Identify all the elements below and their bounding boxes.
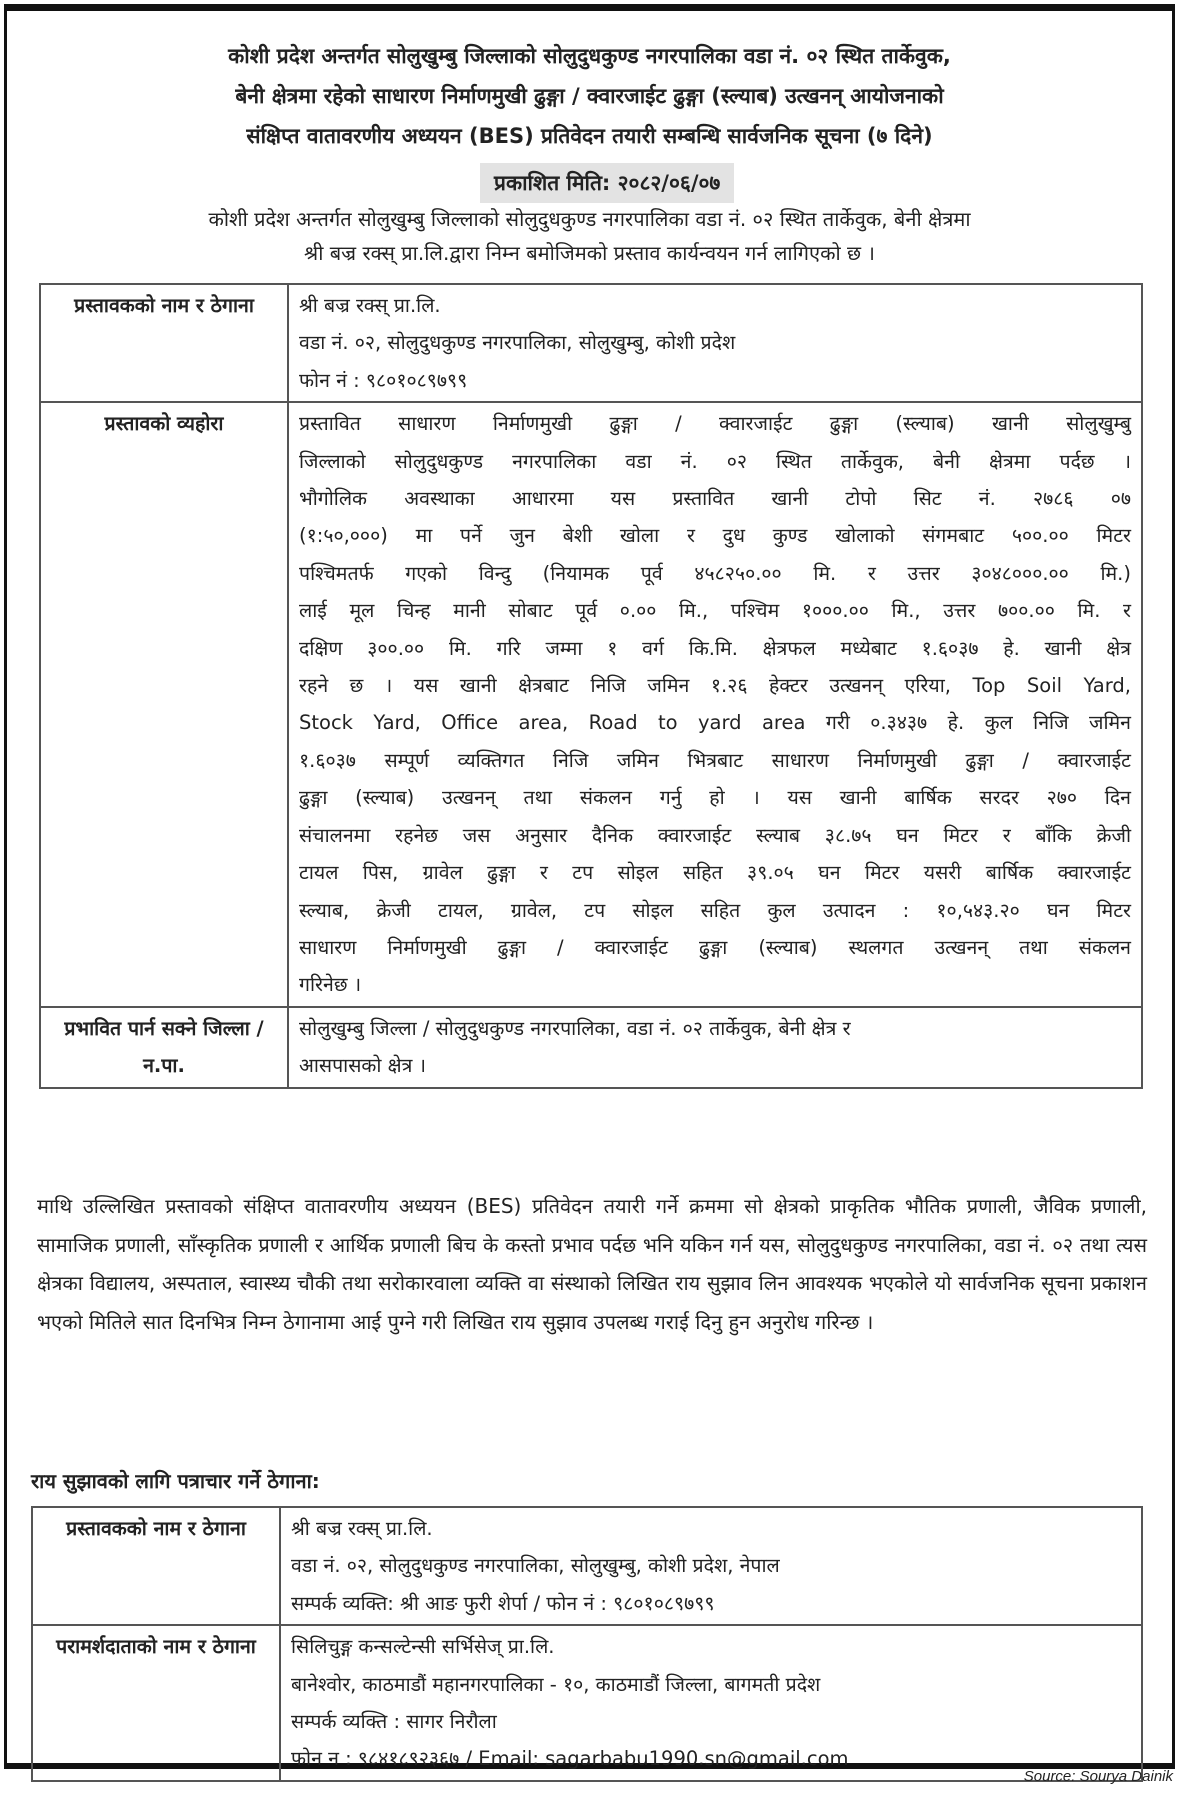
intro-line-1: कोशी प्रदेश अन्तर्गत सोलुखुम्बु जिल्लाको सोलुदुधकुण्ड नगरपालिका वडा नं. ०२ स्थित तार्केवुक, बेनी क्षेत्रमा xyxy=(208,207,971,231)
row-value-line: फोन न : ९८४१८९२३६७ / Email: sagarbabu1990.sn@gmail.com xyxy=(291,1747,849,1771)
notice-paragraph: माथि उल्लिखित प्रस्तावको संक्षिप्त वातावरणीय अध्ययन (BES) प्रतिवेदन तयारी गर्ने क्रममा सो क्षेत्रको प्राकृतिक भौतिक प्रणाली, जैविक प्रणाली, सामाजिक प्रणाली, साँस्कृतिक प्रणाली र आर्थिक प्रणाली बिच के कस्तो प्रभाव पर्दछ भनि यकिन गर्न यस, सोलुदुधकुण्ड नगरपालिका, वडा नं. ०२ तथा त्यस क्षेत्रका विद्यालय, अस्पताल, स्वास्थ्य चौकी तथा सरोकारवाला व्यक्ति वा संस्थाको लिखित राय सुझाव लिन आवश्यक भएकोले यो सार्वजनिक सूचना प्रकाशन भएको मितिले सात दिनभित्र निम्न ठेगानामा आई पुग्ने गरी लिखित राय सुझाव उपलब्ध गराई दिनु हुन अनुरोध गरिन्छ । xyxy=(37,1194,1147,1334)
row-value-line: संचालनमा रहनेछ जस अनुसार दैनिक क्वारजाईट स्ल्याब ३८.७५ घन मिटर र बाँकि क्रेजी xyxy=(299,823,1131,847)
row-value-line: साधारण निर्माणमुखी ढुङ्गा / क्वारजाईट ढुङ्गा (स्ल्याब) स्थलगत उत्खनन् तथा संकलन xyxy=(299,935,1131,959)
row-label xyxy=(40,402,288,1007)
table-row xyxy=(32,1625,1142,1781)
row-value-line: १.६०३७ सम्पूर्ण व्यक्तिगत निजि जमिन भित्रबाट साधारण निर्माणमुखी ढुङ्गा / क्वारजाईट xyxy=(299,748,1131,772)
row-value-line: बानेश्वोर, काठमाडौं महानगरपालिका - १०, काठमाडौं जिल्ला, बागमती प्रदेश xyxy=(291,1672,821,1696)
row-label xyxy=(40,284,288,402)
row-label-text: प्रस्तावकको नाम र ठेगाना xyxy=(66,1517,246,1540)
row-value-line: जिल्लाको सोलुदुधकुण्ड नगरपालिका वडा नं. ०२ स्थित तार्केवुक, बेनी क्षेत्रमा पर्दछ । xyxy=(299,449,1131,473)
row-value-line: श्री बज्र रक्स् प्रा.लि. xyxy=(291,1517,433,1540)
row-value-line: सम्पर्क व्यक्ति: श्री आङ फुरी शेर्पा / फोन नं : ९८०१०८९७९९ xyxy=(291,1591,715,1615)
notice-title-line-3: संक्षिप्त वातावरणीय अध्ययन (BES) प्रतिवेदन तयारी सम्बन्धि सार्वजनिक सूचना (७ दिने) xyxy=(246,124,933,148)
row-label xyxy=(32,1507,280,1625)
table-row xyxy=(40,1007,1142,1088)
row-value-line: Stock Yard, Office area, Road to yard area गरी ०.३४३७ हे. कुल निजि जमिन xyxy=(299,711,1131,735)
row-value-line: फोन नं : ९८०१०८९७९९ xyxy=(299,368,468,392)
row-value-line: टायल पिस, ग्रावेल ढुङ्गा र टप सोइल सहित ३९.०५ घन मिटर यसरी बार्षिक क्वारजाईट xyxy=(299,861,1131,885)
row-value-line: स्ल्याब, क्रेजी टायल, ग्रावेल, टप सोइल सहित कुल उत्पादन : १०,५४३.२० घन मिटर xyxy=(299,898,1131,922)
row-value-line: लाई मूल चिन्ह मानी सोबाट पूर्व ०.०० मि., पश्चिम १०००.०० मि., उत्तर ७००.०० मि. र xyxy=(299,599,1131,623)
row-value-line: भौगोलिक अवस्थाका आधारमा यस प्रस्तावित खानी टोपो सिट नं. २७८६ ०७ xyxy=(299,487,1131,511)
notice-title-line-1: कोशी प्रदेश अन्तर्गत सोलुखुम्बु जिल्लाको सोलुदुधकुण्ड नगरपालिका वडा नं. ०२ स्थित तार्केवुक, xyxy=(228,44,951,68)
row-value-line: पश्चिमतर्फ गएको विन्दु (नियामक पूर्व ४५८२५०.०० मि. र उत्तर ३०४८०००.०० मि.) xyxy=(299,561,1131,585)
table-row xyxy=(40,284,1142,402)
source-credit: Source: Sourya Dainik xyxy=(1023,1768,1173,1785)
row-label-text: प्रभावित पार्न सक्ने जिल्ला / न.पा. xyxy=(64,1016,264,1078)
contact-table xyxy=(31,1506,1143,1782)
row-value-line: गरिनेछ । xyxy=(299,973,362,997)
row-value xyxy=(280,1507,1142,1625)
row-value-line: (१:५०,०००) मा पर्ने जुन बेशी खोला र दुध कुण्ड खोलाको संगमबाट ५००.०० मिटर xyxy=(299,524,1131,548)
row-value-line: सोलुखुम्बु जिल्ला / सोलुदुधकुण्ड नगरपालिका, वडा नं. ०२ तार्केवुक, बेनी क्षेत्र र xyxy=(299,1016,851,1040)
table-row xyxy=(32,1507,1142,1625)
row-value-line: वडा नं. ०२, सोलुदुधकुण्ड नगरपालिका, सोलुखुम्बु, कोशी प्रदेश xyxy=(299,331,736,355)
row-value xyxy=(280,1625,1142,1781)
row-value-line: वडा नं. ०२, सोलुदुधकुण्ड नगरपालिका, सोलुखुम्बु, कोशी प्रदेश, नेपाल xyxy=(291,1554,780,1578)
row-value-line: प्रस्तावित साधारण निर्माणमुखी ढुङ्गा / क्वारजाईट ढुङ्गा (स्ल्याब) खानी सोलुखुम्बु xyxy=(299,412,1131,436)
row-label xyxy=(40,1007,288,1088)
intro-line-2: श्री बज्र रक्स् प्रा.लि.द्वारा निम्न बमोजिमको प्रस्ताव कार्यन्वयन गर्न लागिएको छ । xyxy=(304,241,875,265)
row-value-line: सम्पर्क व्यक्ति : सागर निरौला xyxy=(291,1710,497,1734)
row-label-text: प्रस्तावकको नाम र ठेगाना xyxy=(74,294,254,317)
row-value-line: सिलिचुङ्ग कन्सल्टेन्सी सर्भिसेज् प्रा.लि. xyxy=(291,1635,555,1659)
row-value xyxy=(288,284,1142,402)
proposal-table xyxy=(39,283,1143,1089)
table-row xyxy=(40,402,1142,1007)
row-value-line: आसपासको क्षेत्र । xyxy=(299,1054,426,1078)
notice-title-line-2: बेनी क्षेत्रमा रहेको साधारण निर्माणमुखी ढुङ्गा / क्वारजाईट ढुङ्गा (स्ल्याब) उत्खनन् आयोजनाको xyxy=(235,84,944,108)
row-label-text: परामर्शदाताको नाम र ठेगाना xyxy=(56,1635,256,1659)
row-value-line: दक्षिण ३००.०० मि. गरि जम्मा १ वर्ग कि.मि. क्षेत्रफल मध्येबाट १.६०३७ हे. खानी क्षेत्र xyxy=(299,636,1131,660)
row-value xyxy=(288,1007,1142,1088)
row-value-line: ढुङ्गा (स्ल्याब) उत्खनन् तथा संकलन गर्नु हो । यस खानी बार्षिक सरदर २७० दिन xyxy=(299,786,1131,810)
row-value-line: रहने छ । यस खानी क्षेत्रबाट निजि जमिन १.२६ हेक्टर उत्खनन् एरिया, Top Soil Yard, xyxy=(299,674,1131,698)
row-value xyxy=(288,402,1142,1007)
row-value-line: श्री बज्र रक्स् प्रा.लि. xyxy=(299,294,441,317)
contact-heading: राय सुझावको लागि पत्राचार गर्ने ठेगाना: xyxy=(31,1469,320,1493)
notice-frame xyxy=(4,4,1175,1769)
row-label-text: प्रस्तावको व्यहोरा xyxy=(104,412,224,436)
published-date: प्रकाशित मिति: २०८२/०६/०७ xyxy=(480,163,734,203)
row-label xyxy=(32,1625,280,1781)
